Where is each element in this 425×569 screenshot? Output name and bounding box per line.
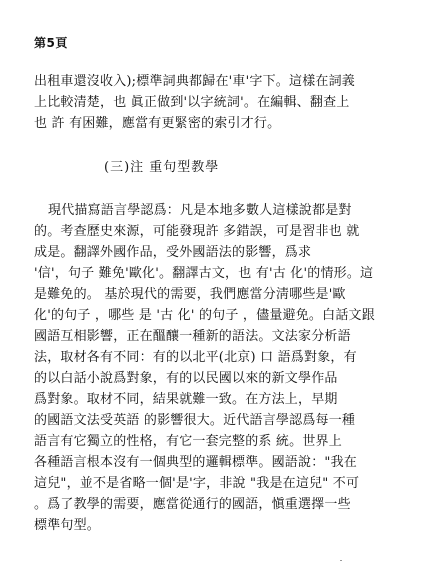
paragraph-line: 出租車還沒收入);標準詞典都歸在'車'字下。這樣在詞義 <box>34 74 355 89</box>
paragraph-line: 各種語言根本沒有一個典型的邏輯標準。國語說："我在 <box>34 455 357 470</box>
paragraph-line: 的。考查歷史來源，可能發現許 多錯誤，可是習非也 就 <box>34 224 360 239</box>
paragraph-line: 是難免的。 基於現代的需要，我們應當分淸哪些是'歐 <box>34 287 346 302</box>
paragraph-line: 。爲了教學的需要，應當從通行的國語，愼重選擇一些 <box>34 497 351 512</box>
paragraph-line: '信'，句子 難免'歐化'。翻譯古文，也 有'古 化'的情形。這 <box>34 266 374 281</box>
paragraph-line: 化'的句子 ，哪些 是 '古 化' 的句子 ，儘量避免。白話文跟 <box>34 308 375 323</box>
paragraph-line: 上比較清楚，也 眞正做到'以字統詞'。在編輯、翻查上 <box>34 95 350 110</box>
paragraph-line: 的國語文法受英語 的影響很大。近代語言學認爲每一種 <box>34 413 356 428</box>
section-heading: (三)注 重句型教學 <box>104 160 220 175</box>
scan-mark <box>340 560 342 561</box>
paragraph-line: 爲對象。取材不同，結果就難一致。在方法上，早期 <box>34 392 338 407</box>
page-number: 第5頁 <box>34 36 68 50</box>
paragraph-line: 的以白話小說爲對象，有的以民國以來的新文學作品 <box>34 371 338 386</box>
paragraph-line: 法，取材各有不同：有的以北平(北京) 口 語爲對象，有 <box>34 350 357 365</box>
paragraph-line: 語言有它獨立的性格，有它一套完整的系 統。世界上 <box>34 434 342 449</box>
paragraph-line: 成是。翻譯外國作品，受外國語法的影響，爲求 <box>34 245 312 260</box>
paragraph-line: 也 許 有困難，應當有更緊密的索引才行。 <box>34 116 281 131</box>
paragraph-line: 現代描寫語言學認爲：凡是本地多數人這樣說都是對 <box>48 203 352 218</box>
paragraph-line: 國語互相影響，正在醞釀一種新的語法。文法家分析語 <box>34 329 351 344</box>
paragraph-line: 標準句型。 <box>34 518 101 533</box>
paragraph-line: 這兒"，並不是省略一個'是'字，非說 "我是在這兒" 不可 <box>34 476 360 491</box>
